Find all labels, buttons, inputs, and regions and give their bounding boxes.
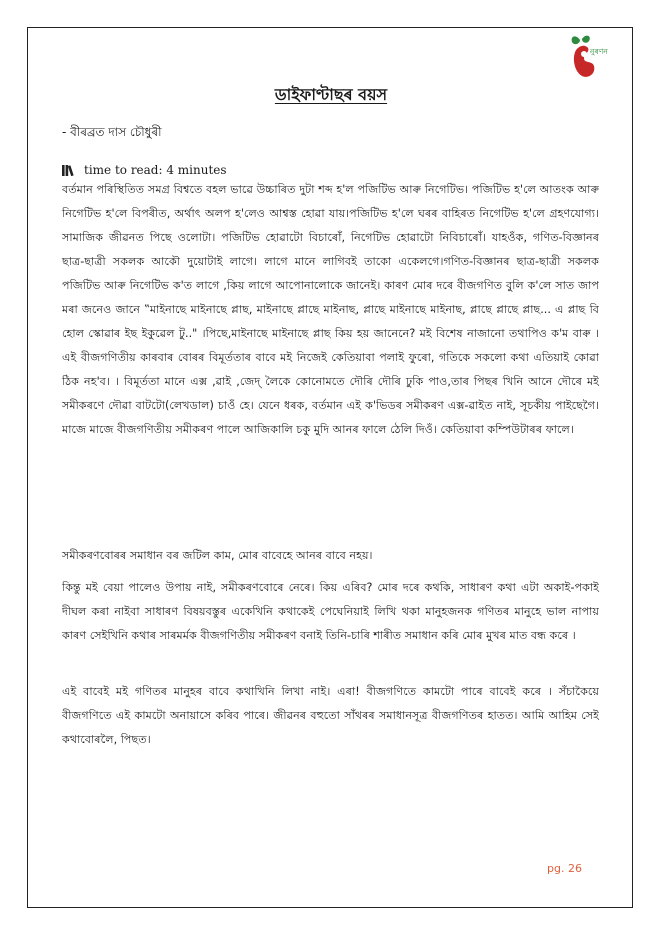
logo-wordmark: নুৰণন (590, 47, 608, 56)
read-time-text: time to read: 4 minutes (84, 163, 227, 177)
paragraph-3: কিন্তু মই বেয়া পালেও উপায় নাই, সমীকৰণবোৰে নেৰে। কিয় এৰিব? মোৰ দৰে কথকি, সাধাৰণ কথা এটা অকাই-পকাই দীঘল কৰা নাইবা সাধাৰণ বিষয়বস্তুৰ একেখিনি কথাকেই পেঘেনিয়াই লিখি থকা মানুহজনক গণিতৰ মানুহে ভাল নাপায় কাৰণ সেইখিনি কথাৰ সাৰমৰ্মক বীজগণিতীয় সমীকৰণ বনাই তিনি-চাৰি শাৰীত সমাধান কৰি মোৰ মুখৰ মাত বন্ধ কৰে । (62, 581, 599, 642)
paragraph-1: বৰ্তমান পৰিস্থিতিত সমগ্ৰ বিশ্বতে বহল ভাৱে উচ্চাৰিত দুটা শব্দ হ'ল পজিটিভ আৰু নিগেটিভ। পজিটিভ হ'লে আতংক আৰু নিগেটিভ হ'লে বিপৰীত, অৰ্থাৎ অলপ হ'লেও আশ্বস্ত হোৱা যায়।পজিটিভ হ'লে ঘৰৰ বাহিৰত নিগেটিভ হ'লে গ্ৰহণযোগ্য। সামাজিক জীৱনত পিছে ওলোটা। পজিটিভ হোৱাটো বিচাৰোঁ, নিগেটিভ হোৱাটো নিবিচাৰোঁ। যাহওঁক, গণিত-বিজ্ঞানৰ ছাত্ৰ-ছাত্ৰী সকলক আকৌ দুয়োটাই লাগে। লাগে মানে লাগিবই তাকো একেলগে।গণিত-বিজ্ঞানৰ ছাত্ৰ-ছাত্ৰী সকলক পজিটিভ আৰু নিগেটিভ ক'ত লাগে ,কিয় লাগে আপোনালোকে জানেই। কাৰণ মোৰ দৰে বীজগণিত বুলি ক'লে সাত জাপ মৰা জনেও জানে ‟মাইনাছে মাইনাছে প্লাছ, মাইনাছে প্লাছে মাইনাছ, প্লাছে মাইনাছে মাইনাছ, প্লাছে প্লাছে প্লাছ... এ প্লাছ বি হোল স্কোৱাৰ ইছ ইকুৱেল টু.." ।পিছে,মাইনাছে মাইনাছে প্লাছ কিয় হয় জানেনে? মই বিশেষ নাজানো তথাপিও ক'ম বাৰু ।এই বীজগণিতীয় কাৰবাৰ বোৰৰ বিমূৰ্ততাৰ বাবে মই নিজেই কেতিয়াবা পলাই ফুৰো, গতিকে সকলো কথা এতিয়াই কোৱা ঠিক নহ'ব। । বিমূৰ্ততা মানে এক্স ,ৱাই ,জেদ্ লৈকে কোনোমতে দৌৰি দৌৰি ঢুকি পাও,তাৰ পিছৰ খিনি আনে দৌৰে মই সমীকৰণে দৌৱা বাটটো(লেখডাল) চাওঁ হে। যেনে ধৰক, বৰ্তমান এই ক'ভিডৰ সমীকৰণ এক্স-ৱাইত নাই, সূচকীয় পাইছেগৈ। মাজে মাজে বীজগণিতীয় সমীকৰণ পালে আজিকালি চকু মুদি আনৰ ফালে ঠেলি দিওঁ। কেতিয়াবা কম্পিউটাৰৰ ফালে। (62, 183, 599, 436)
article-title: ডাইফাণ্টাছৰ বয়স (274, 85, 388, 104)
article-author: - বীৰব্ৰত দাস চৌধুৰী (62, 125, 162, 139)
page-border (27, 27, 633, 908)
paragraph-2: সমীকৰণবোৰৰ সমাধান বৰ জটিল কাম, মোৰ বাবেহে আনৰ বাবে নহয়। (62, 549, 373, 562)
books-icon (62, 164, 78, 176)
read-time-line (62, 163, 227, 177)
paragraph-4: এই বাবেই মই গণিতৰ মানুহৰ বাবে কথাখিনি লিখা নাই। এৰা! বীজগণিতে কামটো পাৰে বাবেই কৰে । সঁচাকৈয়ে বীজগণিতে এই কামটো অনায়াসে কৰিব পাৰে। জীৱনৰ বহুতো সাঁথৰৰ সমাধানসূত্ৰ বীজগণিতৰ হাতত। আমি আহিম সেই কথাবোৰলৈ, পিছত। (62, 685, 599, 746)
page-number: pg. 26 (547, 862, 582, 875)
